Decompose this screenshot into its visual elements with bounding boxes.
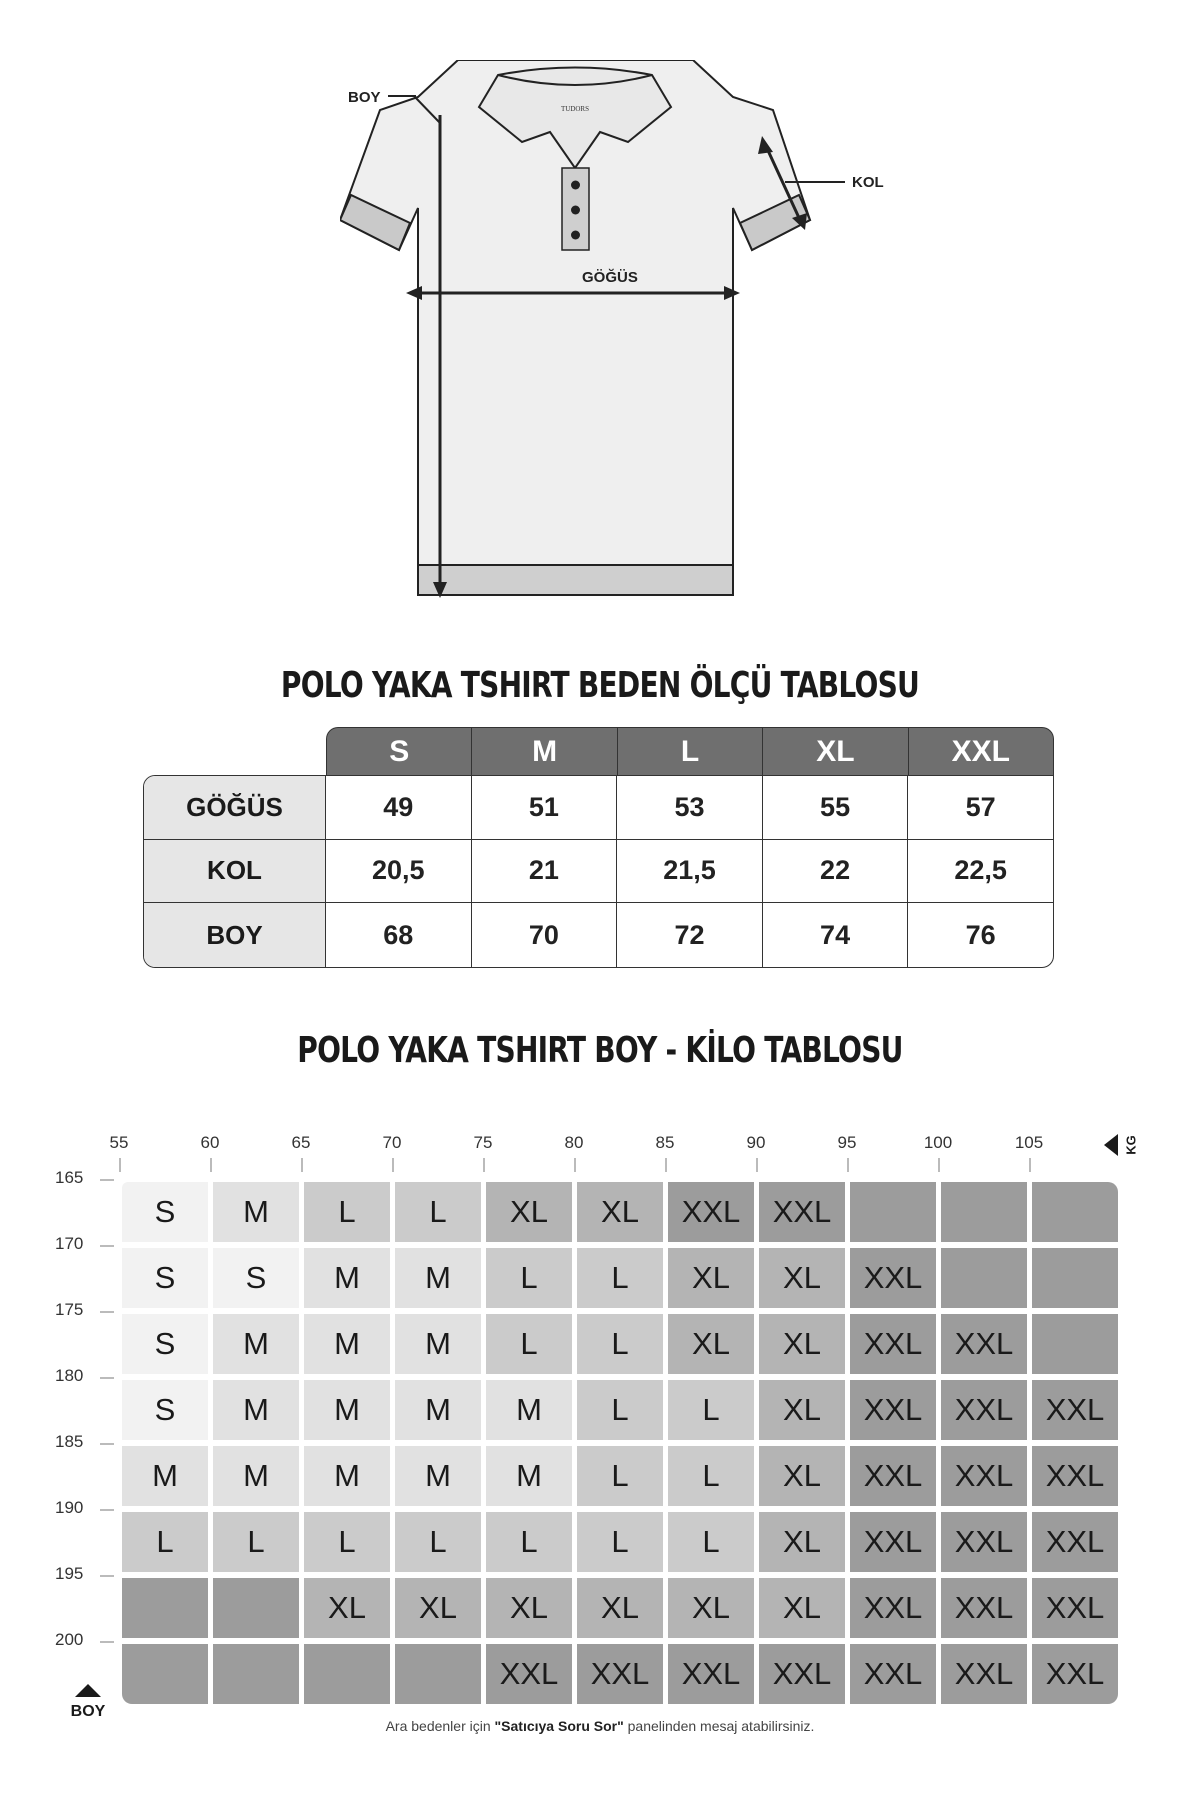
grid-cell: M (304, 1380, 390, 1440)
grid-cell: M (122, 1446, 208, 1506)
row-label: GÖĞÜS (144, 776, 326, 839)
table-cell: 22,5 (954, 855, 1007, 886)
table-cell: 74 (763, 903, 909, 967)
grid-cell: L (577, 1512, 663, 1572)
grid-cell: XXL (759, 1182, 845, 1242)
boy-tick-label: 200 (55, 1630, 84, 1649)
grid-cell: XXL (850, 1446, 936, 1506)
grid-cell: M (304, 1314, 390, 1374)
table-row-boy (144, 903, 1053, 967)
footnote-post: panelinden mesaj atabilirsiniz. (623, 1718, 815, 1734)
kg-tick (392, 1158, 394, 1172)
grid-cell: XL (395, 1578, 481, 1638)
diagram-label-boy: BOY (348, 89, 381, 106)
table-cell: 76 (965, 919, 996, 950)
table-cell: 68 (326, 903, 472, 967)
grid-cell: XXL (850, 1512, 936, 1572)
grid-cell: L (122, 1512, 208, 1572)
boy-tick (100, 1575, 114, 1577)
grid-cell: XXL (850, 1248, 936, 1308)
grid-cell: M (395, 1446, 481, 1506)
kg-tick (574, 1158, 576, 1172)
table-row-kol (144, 840, 1053, 904)
grid-cell: L (668, 1512, 754, 1572)
size-header-s: S (327, 728, 472, 775)
grid-cell: M (213, 1182, 299, 1242)
grid-cell: L (395, 1182, 481, 1242)
kg-tick-label: 55 (109, 1133, 129, 1152)
kg-tick-label: 90 (746, 1133, 766, 1152)
table-cell: 55 (763, 776, 909, 839)
boy-tick-label: 175 (55, 1300, 84, 1319)
grid-cell: XL (668, 1578, 754, 1638)
boy-tick-label: 195 (55, 1564, 84, 1583)
grid-cell (850, 1182, 936, 1242)
size-header-l: L (618, 728, 763, 775)
grid-cell: XXL (759, 1644, 845, 1704)
polo-shirt-diagram (340, 60, 900, 620)
diagram-label-gogus: GÖĞÜS (582, 269, 638, 286)
grid-cell: L (395, 1512, 481, 1572)
grid-cell (1032, 1248, 1118, 1308)
grid-cell: S (122, 1314, 208, 1374)
grid-cell: M (395, 1314, 481, 1374)
grid-cell: XXL (850, 1380, 936, 1440)
kg-tick-label: 80 (564, 1133, 584, 1152)
grid-cell (213, 1644, 299, 1704)
grid-cell: XL (759, 1380, 845, 1440)
boy-tick (100, 1179, 114, 1181)
grid-cell (395, 1644, 481, 1704)
grid-cell: XXL (941, 1578, 1027, 1638)
size-table (143, 727, 1054, 968)
grid-cell: XXL (850, 1644, 936, 1704)
grid-cell (122, 1578, 208, 1638)
grid-cell: M (395, 1248, 481, 1308)
kg-tick (483, 1158, 485, 1172)
table-cell: 57 (965, 791, 996, 822)
grid-cell: XL (577, 1578, 663, 1638)
boy-tick-label: 165 (55, 1168, 84, 1187)
grid-cell: XXL (668, 1182, 754, 1242)
boy-tick-label: 180 (55, 1366, 84, 1385)
size-table-body (143, 775, 1054, 968)
kg-axis-label: KG (1123, 1135, 1139, 1155)
grid-cell: XL (759, 1578, 845, 1638)
grid-cell: M (304, 1248, 390, 1308)
grid-cell: S (122, 1248, 208, 1308)
grid-cell: L (668, 1380, 754, 1440)
kg-tick-label: 105 (1014, 1133, 1044, 1152)
grid-cell: M (486, 1446, 572, 1506)
table-cell: 20,5 (326, 840, 472, 903)
grid-cell: XXL (1032, 1578, 1118, 1638)
size-header-xxl: XXL (951, 734, 1010, 768)
boy-tick (100, 1311, 114, 1313)
kg-tick (119, 1158, 121, 1172)
kg-tick-label: 60 (200, 1133, 220, 1152)
row-label: KOL (144, 840, 326, 903)
grid-cell (1032, 1314, 1118, 1374)
size-table-header (326, 727, 1054, 775)
table-cell: 53 (617, 776, 763, 839)
boy-tick-label: 190 (55, 1498, 84, 1517)
grid-cell: S (213, 1248, 299, 1308)
grid-cell (304, 1644, 390, 1704)
table-cell: 49 (326, 776, 472, 839)
boy-tick (100, 1443, 114, 1445)
kg-tick (665, 1158, 667, 1172)
grid-cell: XXL (941, 1512, 1027, 1572)
kg-tick-label: 85 (655, 1133, 675, 1152)
grid-cell: M (213, 1380, 299, 1440)
row-label: BOY (144, 903, 326, 967)
grid-cell: XL (577, 1182, 663, 1242)
grid-cell: XXL (1032, 1512, 1118, 1572)
grid-cell: L (213, 1512, 299, 1572)
grid-cell: M (395, 1380, 481, 1440)
table-cell: 51 (472, 776, 618, 839)
kg-tick (1029, 1158, 1031, 1172)
grid-cell: XXL (941, 1314, 1027, 1374)
boy-tick (100, 1377, 114, 1379)
grid-cell: XL (759, 1314, 845, 1374)
grid-cell: L (486, 1248, 572, 1308)
boy-kilo-title: POLO YAKA TSHIRT BOY - KİLO TABLOSU (297, 1030, 903, 1071)
brand-logo: TUDORS (560, 105, 590, 113)
grid-cell: M (213, 1314, 299, 1374)
grid-cell: XXL (941, 1644, 1027, 1704)
grid-cell: L (668, 1446, 754, 1506)
grid-cell: XL (304, 1578, 390, 1638)
grid-cell: XXL (668, 1644, 754, 1704)
grid-cell (122, 1644, 208, 1704)
grid-cell: L (304, 1182, 390, 1242)
kg-tick-label: 65 (291, 1133, 311, 1152)
grid-cell (941, 1248, 1027, 1308)
kg-tick (210, 1158, 212, 1172)
size-header-xl: XL (763, 728, 908, 775)
grid-cell: XXL (577, 1644, 663, 1704)
kg-tick-label: 100 (923, 1133, 953, 1152)
table-cell: 22 (763, 840, 909, 903)
boy-axis-label: BOY (70, 1703, 106, 1720)
grid-cell: L (577, 1380, 663, 1440)
grid-cell: XL (759, 1446, 845, 1506)
grid-cell: XXL (850, 1314, 936, 1374)
grid-cell: XL (668, 1314, 754, 1374)
grid-cell: XXL (486, 1644, 572, 1704)
kg-axis-marker (1104, 1130, 1144, 1160)
grid-cell: M (486, 1380, 572, 1440)
boy-tick (100, 1245, 114, 1247)
kg-tick-label: 70 (382, 1133, 402, 1152)
table-cell: 70 (472, 903, 618, 967)
grid-cell (1032, 1182, 1118, 1242)
grid-cell: XL (759, 1512, 845, 1572)
grid-cell: S (122, 1380, 208, 1440)
grid-cell (213, 1578, 299, 1638)
grid-cell: M (213, 1446, 299, 1506)
kg-tick (756, 1158, 758, 1172)
grid-cell: XL (668, 1248, 754, 1308)
grid-cell: L (577, 1248, 663, 1308)
kg-tick (301, 1158, 303, 1172)
footnote-pre: Ara bedenler için (385, 1718, 495, 1734)
grid-cell: XXL (1032, 1380, 1118, 1440)
grid-cell: XXL (850, 1578, 936, 1638)
kg-tick (847, 1158, 849, 1172)
grid-cell: S (122, 1182, 208, 1242)
kg-tick (938, 1158, 940, 1172)
size-header-m: M (472, 728, 617, 775)
grid-cell: XXL (1032, 1446, 1118, 1506)
size-table-title: POLO YAKA TSHIRT BEDEN ÖLÇÜ TABLOSU (280, 665, 920, 706)
grid-cell: L (304, 1512, 390, 1572)
table-cell: 72 (617, 903, 763, 967)
boy-tick-label: 170 (55, 1234, 84, 1253)
boy-tick (100, 1509, 114, 1511)
grid-cell: M (304, 1446, 390, 1506)
grid-cell: L (577, 1446, 663, 1506)
table-row-gogus (144, 776, 1053, 840)
grid-cell: L (486, 1314, 572, 1374)
grid-cell: L (577, 1314, 663, 1374)
boy-tick-label: 185 (55, 1432, 84, 1451)
grid-cell (941, 1182, 1027, 1242)
footnote (0, 1718, 1200, 1734)
boy-tick (100, 1641, 114, 1643)
diagram-label-kol: KOL (852, 174, 884, 191)
grid-cell: XXL (941, 1380, 1027, 1440)
grid-cell: L (486, 1512, 572, 1572)
grid-cell: XXL (941, 1446, 1027, 1506)
kg-tick-label: 75 (473, 1133, 493, 1152)
grid-cell: XL (486, 1578, 572, 1638)
grid-cell: XL (759, 1248, 845, 1308)
kg-tick-label: 95 (837, 1133, 857, 1152)
grid-cell: XL (486, 1182, 572, 1242)
footnote-bold: "Satıcıya Soru Sor" (494, 1718, 624, 1734)
table-cell: 21,5 (617, 840, 763, 903)
grid-cell: XXL (1032, 1644, 1118, 1704)
table-cell: 21 (472, 840, 618, 903)
